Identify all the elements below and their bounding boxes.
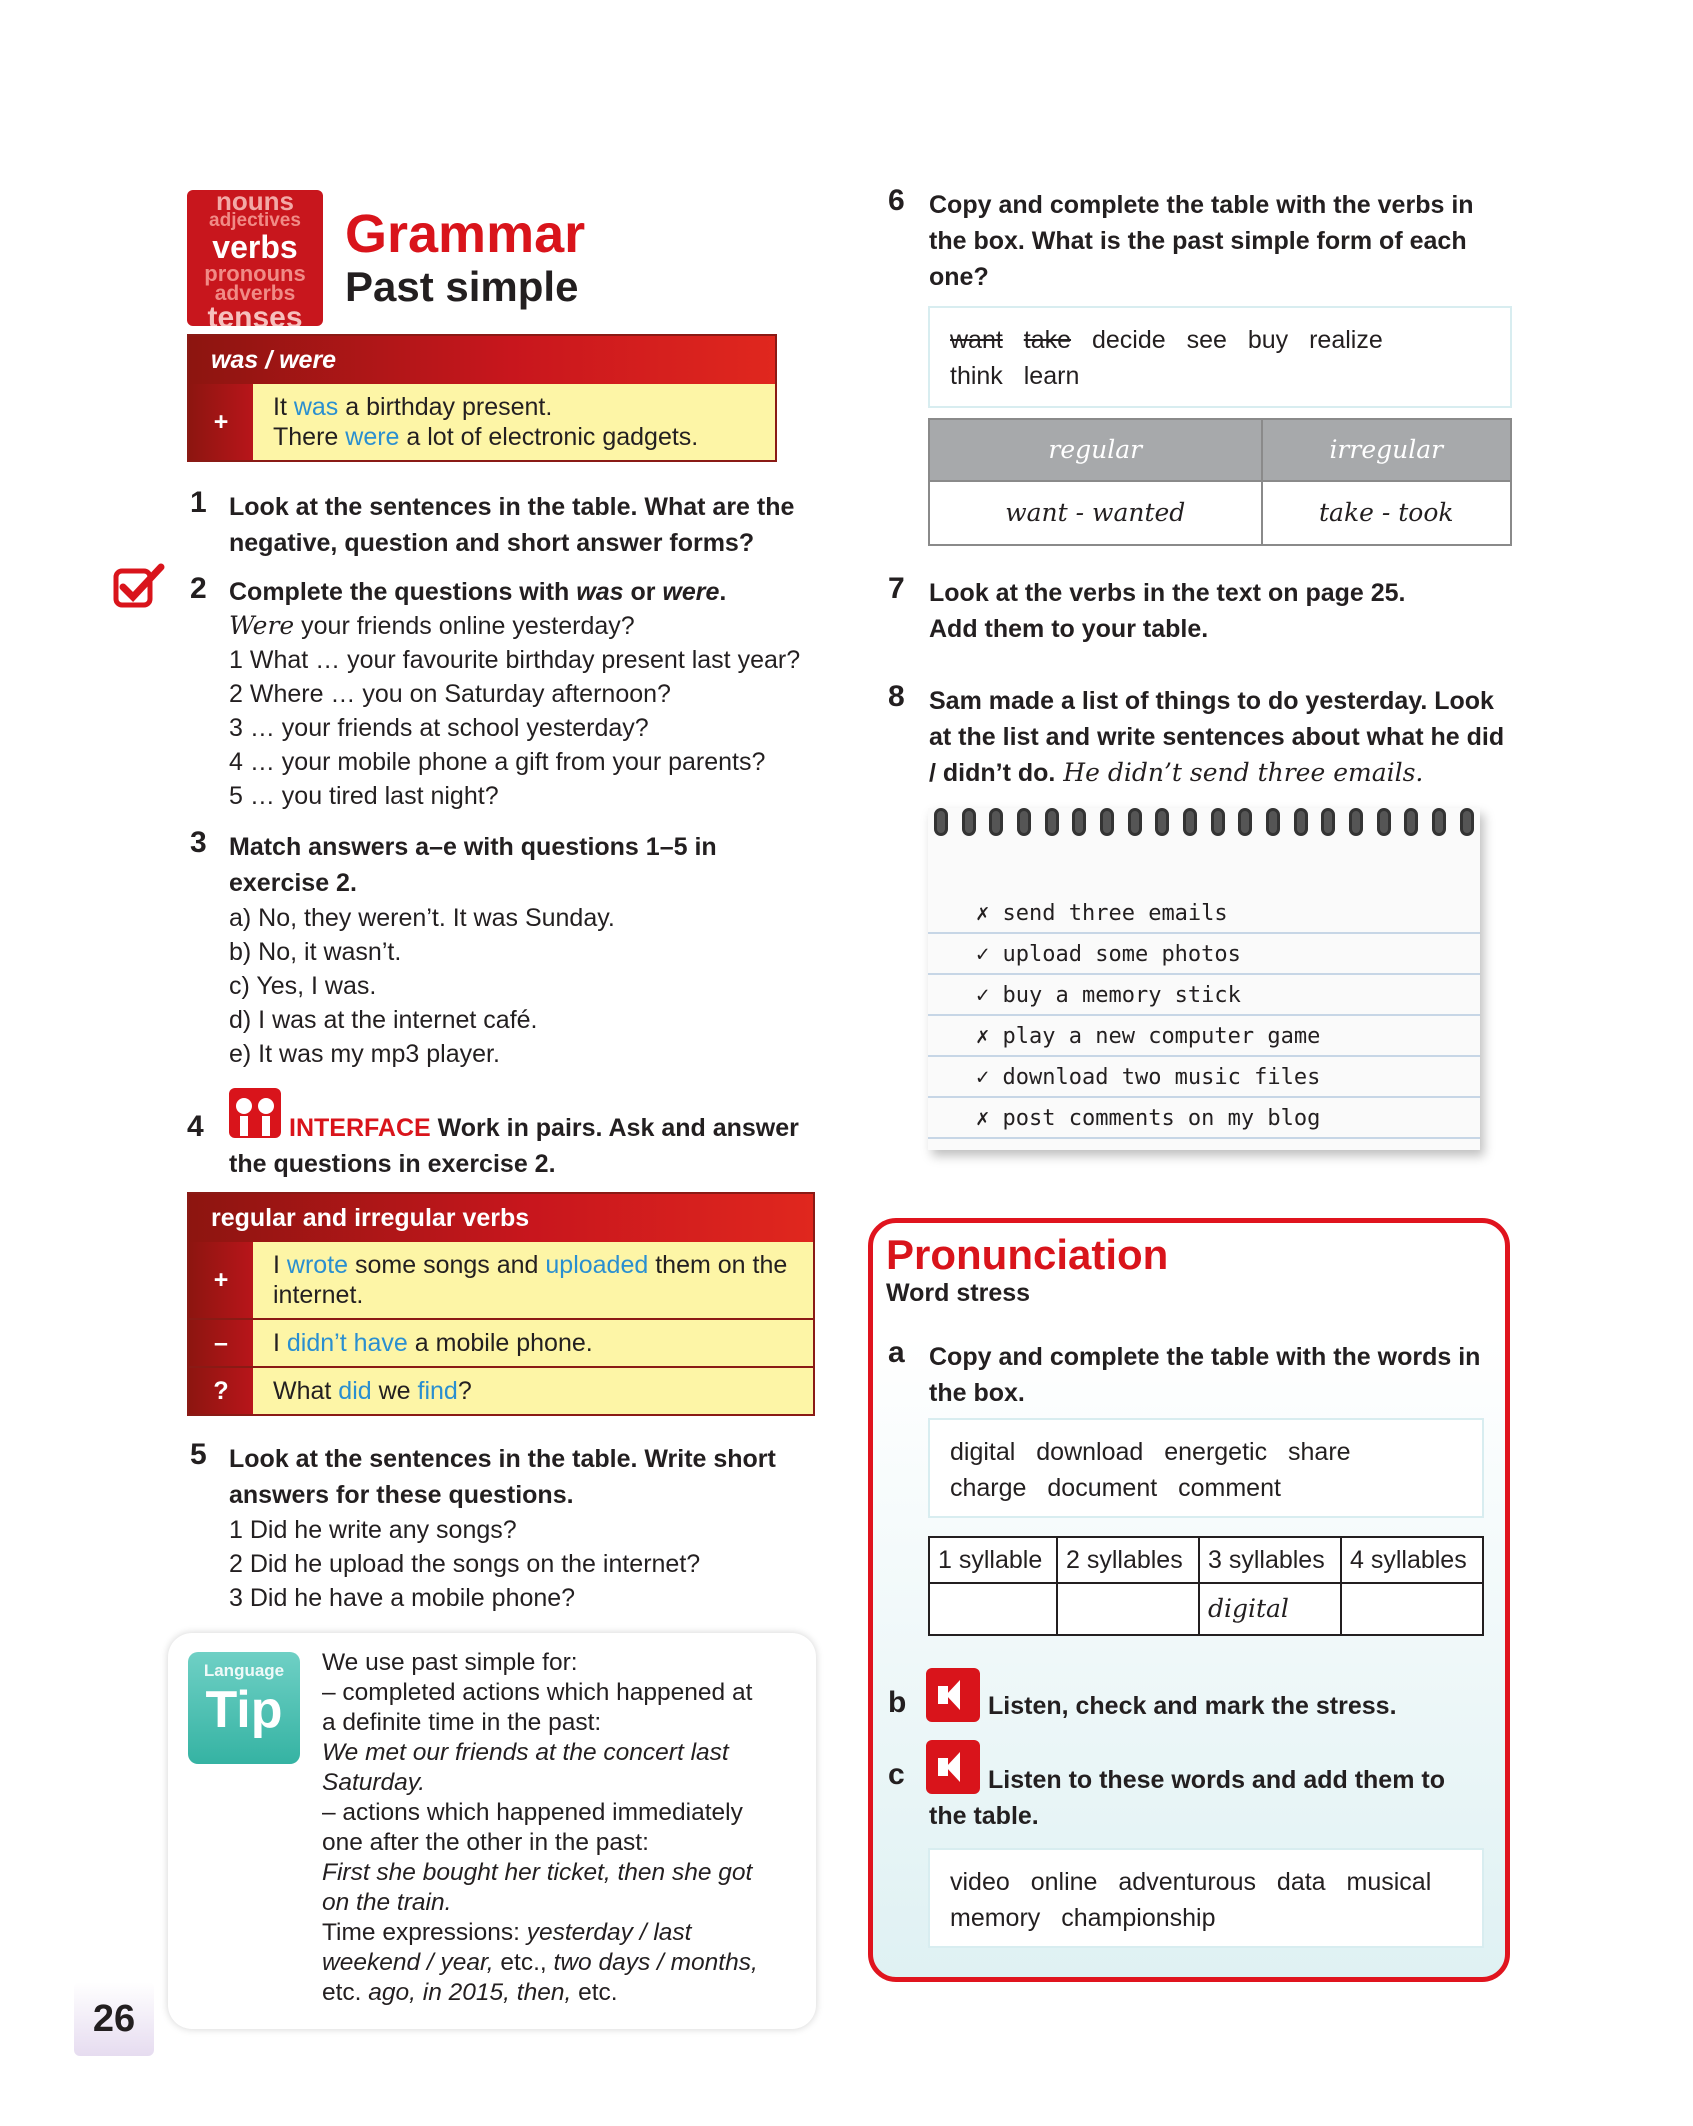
list-item: ✓ buy a memory stick (928, 976, 1480, 1016)
list-item: 3 … your friends at school yesterday? (229, 714, 649, 742)
list-item: ✗ play a new computer game (928, 1017, 1480, 1057)
notebook-list (928, 808, 1480, 1150)
example-sentence: I didn’t have a mobile phone. (253, 1320, 813, 1366)
exercise-number: 1 (190, 486, 207, 519)
check-icon (113, 563, 165, 609)
table-cell: digital (1199, 1583, 1341, 1635)
positive-sign: + (189, 1242, 253, 1318)
table-cell (1057, 1583, 1199, 1635)
exercise-1-instruction: Look at the sentences in the table. What are the negative, question and short answer forms? (229, 493, 795, 557)
exercise-8-instruction: Sam made a list of things to do yesterday. Look at the list and write sentences about what he did / didn’t do. He didn’t send three emails. (929, 687, 1505, 787)
exercise-3 (229, 829, 789, 1071)
grammar-box-verbs (187, 1192, 815, 1416)
list-item: 2 Did he upload the songs on the internet? (229, 1550, 701, 1578)
exercise-number: 6 (888, 184, 905, 217)
exercise-letter: c (888, 1758, 905, 1791)
exercise-number: 8 (888, 680, 905, 713)
table-cell (929, 1583, 1057, 1635)
list-item: ✗ post comments on my blog (928, 1099, 1480, 1139)
table-header: 2 syllables (1057, 1537, 1199, 1583)
syllable-table (928, 1536, 1484, 1636)
exercise-5 (229, 1441, 829, 1615)
pronunciation-c-instruction: Listen to these words and add them to the table. (929, 1766, 1445, 1830)
list-item: 2 Where … you on Saturday afternoon? (229, 680, 671, 708)
exercise-number: 2 (190, 572, 207, 605)
pronunciation-b-instruction: Listen, check and mark the stress. (988, 1692, 1397, 1720)
example-sentence: I wrote some songs and uploaded them on the internet. (253, 1242, 813, 1318)
table-header: 1 syllable (929, 1537, 1057, 1583)
table-header: irregular (1262, 419, 1511, 481)
exercise-letter: a (888, 1336, 905, 1369)
exercise-3-instruction: Match answers a–e with questions 1–5 in exercise 2. (229, 833, 717, 897)
pronunciation-a-instruction: Copy and complete the table with the words in the box. (929, 1343, 1481, 1407)
grammar-logo: nouns adjectives verbs pronouns adverbs tenses (187, 190, 323, 326)
spiral-binding (934, 808, 1474, 846)
list-item: 1 Did he write any songs? (229, 1516, 517, 1544)
list-item: b) No, it wasn’t. (229, 938, 402, 966)
list-item: 1 What … your favourite birthday present last year? (229, 646, 801, 674)
positive-sign: + (189, 384, 253, 460)
exercise-number: 5 (190, 1438, 207, 1471)
table-header: 3 syllables (1199, 1537, 1341, 1583)
section-title: Grammar (345, 204, 586, 264)
exercise-number: 7 (888, 572, 905, 605)
example-sentence: What did we find? (253, 1368, 813, 1414)
list-item: e) It was my mp3 player. (229, 1040, 500, 1068)
pronunciation-word-box: digital download energetic share charge document comment (928, 1418, 1484, 1518)
exercise-2 (229, 575, 849, 813)
grammar-box-heading: regular and irregular verbs (189, 1194, 813, 1242)
verb-word-box: want take decide see buy realize think learn (928, 306, 1512, 408)
section-subtitle: Past simple (345, 263, 579, 310)
question-sign: ? (189, 1368, 253, 1414)
example-sentence: There were a lot of electronic gadgets. (273, 423, 699, 451)
exercise-7-instruction: Look at the verbs in the text on page 25. Add them to your table. (929, 579, 1406, 643)
exercise-6-instruction: Copy and complete the table with the verbs in the box. What is the past simple form of each one? (929, 191, 1474, 291)
exercise-2-instruction: Complete the questions with was or were. (229, 578, 727, 606)
exercise-letter: b (888, 1686, 907, 1719)
table-cell: take - took (1262, 481, 1511, 545)
table-header: 4 syllables (1341, 1537, 1483, 1583)
exercise-5-instruction: Look at the sentences in the table. Write short answers for these questions. (229, 1445, 776, 1509)
language-tip-text: We use past simple for: – completed actions which happened at a definite time in the past: We met our friends at the concert last Saturday. – actions which happened immediately one after the other in the past: First she bought her ticket, then she got on the train. Time expressions: yesterday / last weekend / year, etc., two days / months, etc. ago, in 2015, then, etc. (322, 1649, 758, 2006)
table-cell (1341, 1583, 1483, 1635)
pronunciation-subtitle: Word stress (886, 1279, 1031, 1307)
audio-icon[interactable] (926, 1668, 980, 1722)
list-item: c) Yes, I was. (229, 972, 377, 1000)
list-item: 5 … you tired last night? (229, 782, 499, 810)
grammar-box-was-were (187, 334, 777, 462)
exercise-4-instruction: INTERFACE Work in pairs. Ask and answer the questions in exercise 2. (229, 1114, 799, 1178)
list-item: d) I was at the internet café. (229, 1006, 538, 1034)
page-number: 26 (74, 1982, 154, 2056)
exercise-number: 4 (187, 1110, 204, 1143)
list-item: 3 Did he have a mobile phone? (229, 1584, 576, 1612)
list-item: ✗ send three emails (928, 894, 1480, 934)
language-tip-badge: Language Tip (188, 1652, 300, 1764)
pronunciation-word-box-2: video online adventurous data musical memory championship (928, 1848, 1484, 1948)
table-header: regular (929, 419, 1262, 481)
list-item: a) No, they weren’t. It was Sunday. (229, 904, 615, 932)
exercise-number: 3 (190, 826, 207, 859)
verb-table (928, 418, 1512, 546)
list-item: 4 … your mobile phone a gift from your parents? (229, 748, 766, 776)
list-item: ✓ download two music files (928, 1058, 1480, 1098)
grammar-box-heading: was / were (189, 336, 775, 384)
negative-sign: – (189, 1320, 253, 1366)
pronunciation-title: Pronunciation (886, 1231, 1169, 1278)
example-question: Were your friends online yesterday? (229, 611, 635, 640)
table-cell: want - wanted (929, 481, 1262, 545)
list-item: ✓ upload some photos (928, 935, 1480, 975)
example-sentence: It was a birthday present. (273, 393, 553, 421)
